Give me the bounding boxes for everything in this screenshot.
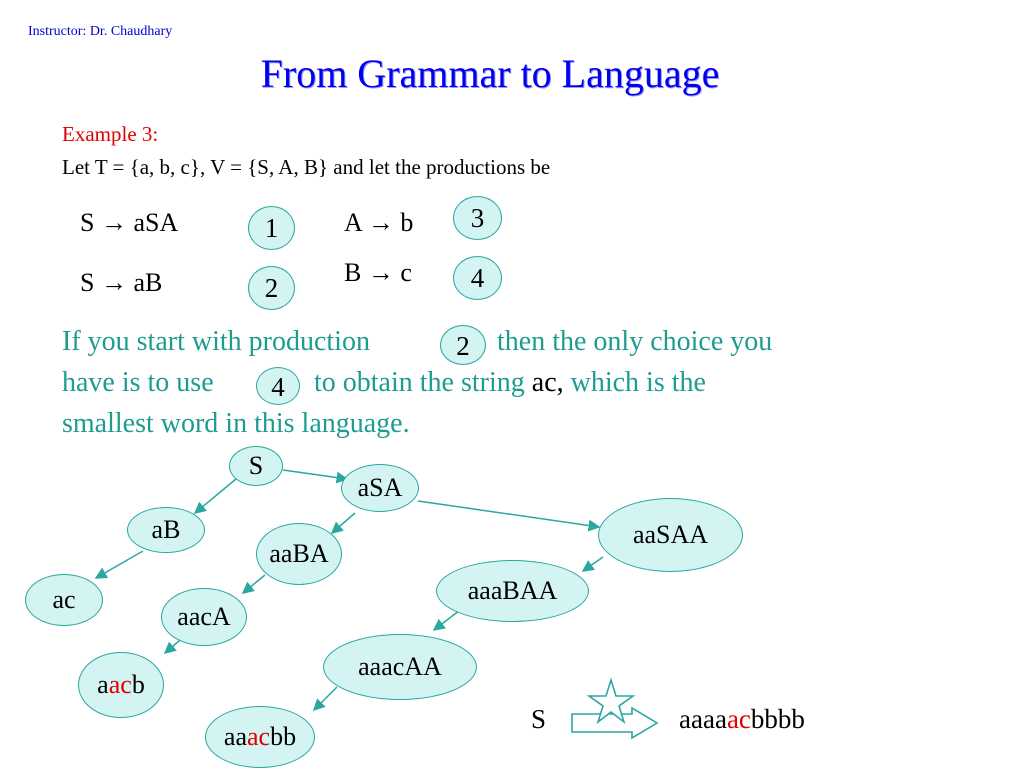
derivation-result [679, 704, 805, 735]
result-suffix: bbbb [750, 704, 805, 734]
production-3-number: 3 [453, 196, 502, 240]
aacb-prefix: a [97, 670, 109, 699]
explanation-text-5: smallest word in this language. [62, 408, 410, 439]
explanation-text-1: If you start with production [62, 326, 370, 357]
edge-aSA-aaSAA [418, 501, 599, 527]
tree-node-aaSAA: aaSAA [598, 498, 743, 572]
explanation-text-3: have is to use [62, 367, 214, 398]
tree-node-aacA: aacA [161, 588, 247, 646]
derivation-start: S [531, 704, 547, 734]
edge-aaSAA-aaaBAA [583, 557, 603, 571]
production-2-number: 2 [248, 266, 295, 310]
tree-node-aaaBAA: aaaBAA [436, 560, 589, 622]
explanation-text-2: then the only choice you [497, 326, 773, 357]
aaacbb-highlight: ac [247, 722, 271, 751]
example-label: Example 3: [62, 122, 159, 146]
aacb-highlight: ac [108, 670, 132, 699]
tree-node-aaacAA: aaacAA [323, 634, 477, 700]
explanation-number-4: 4 [256, 367, 300, 405]
production-4-number: 4 [453, 256, 502, 300]
definition-line: Let T = {a, b, c}, V = {S, A, B} and let the productions be [62, 155, 551, 179]
aaacbb-prefix: aa [223, 722, 247, 751]
production-1-number: 1 [248, 206, 295, 250]
aacb-suffix: b [131, 670, 145, 699]
production-1-rule: S → aSA [80, 208, 179, 237]
edge-aB-ac [96, 551, 143, 578]
instructor-label: Instructor: Dr. Chaudhary [28, 24, 173, 39]
smallest-string: ac, [531, 367, 564, 398]
explanation-text-4b: which is the [570, 367, 706, 398]
tree-node-S: S [229, 446, 283, 486]
edge-aSA-aaBA [332, 513, 355, 533]
result-prefix: aaaa [679, 704, 727, 734]
result-highlight: ac [726, 704, 751, 734]
slide-title: From Grammar to Language [260, 51, 720, 96]
edge-aaacAA-aaacbb [314, 687, 337, 710]
production-2-rule: S → aB [80, 268, 163, 297]
explanation-text-4a: to obtain the string [314, 367, 525, 398]
tree-node-aB: aB [127, 507, 205, 553]
tree-node-aaacbb [205, 706, 315, 768]
explanation-number-2: 2 [440, 325, 486, 365]
edge-aaBA-aacA [243, 575, 265, 593]
tree-node-aSA: aSA [341, 464, 419, 512]
edge-S-aB [195, 479, 236, 513]
tree-node-ac: ac [25, 574, 103, 626]
tree-node-aacb [78, 652, 164, 718]
production-4-rule: B → c [344, 258, 412, 287]
aaacbb-suffix: bb [270, 722, 297, 751]
tree-node-aaBA: aaBA [256, 523, 342, 585]
production-3-rule: A → b [344, 208, 414, 237]
edge-S-aSA [283, 470, 347, 479]
